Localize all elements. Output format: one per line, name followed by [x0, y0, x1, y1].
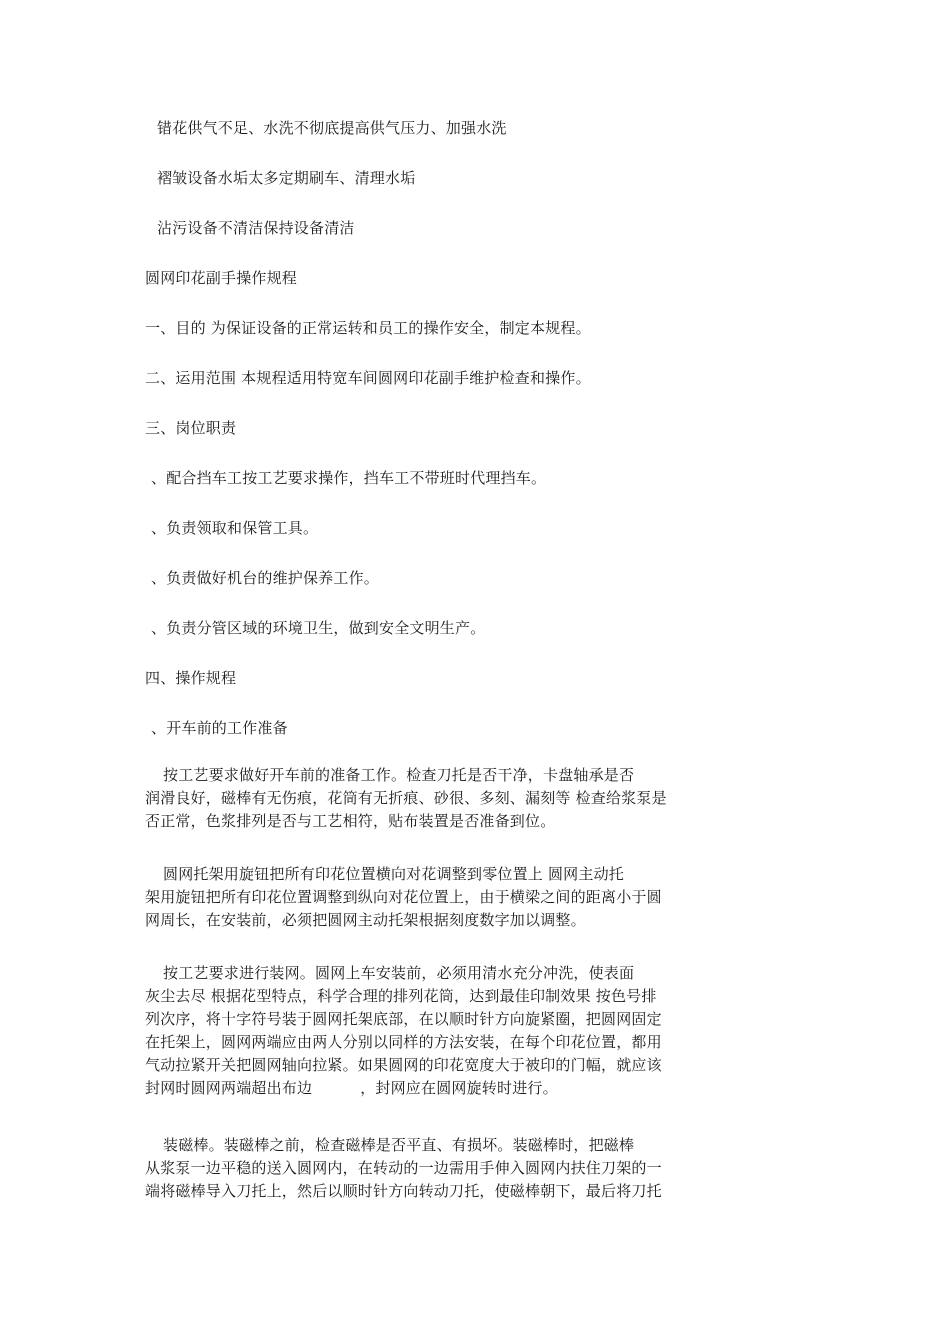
paragraph-line: 润滑良好，磁棒有无伤痕，花筒有无折痕、砂很、多刻、漏刻等 检查给浆泵是: [145, 789, 667, 807]
duty-item: 、配合挡车工按工艺要求操作，挡车工不带班时代理挡车。: [151, 469, 547, 487]
paragraph-line-part: 封网时圆网两端超出布边: [145, 1079, 313, 1097]
defect-line-wrinkle: 褶皱设备水垢太多定期刷车、清理水垢: [157, 169, 416, 187]
duty-item: 、负责做好机台的维护保养工作。: [151, 569, 380, 587]
paragraph-bracket-adjust: [145, 863, 725, 932]
paragraph-line: 端将磁棒导入刀托上，然后以顺时针方向转动刀托，使磁棒朝下，最后将刀托: [145, 1182, 662, 1200]
paragraph-line: 架用旋钮把所有印花位置调整到纵向对花位置上，由于横梁之间的距离小于圆: [145, 888, 662, 906]
section-purpose: 一、目的 为保证设备的正常运转和员工的操作安全，制定本规程。: [145, 319, 591, 337]
paragraph-line: 按工艺要求进行装网。圆网上车安装前，必须用清水充分冲洗，使表面: [163, 964, 635, 982]
paragraph-line: 圆网托架用旋钮把所有印花位置横向对花调整到零位置上 圆网主动托: [163, 865, 624, 883]
procedure-subheading: 、开车前的工作准备: [151, 719, 288, 737]
paragraph-line: 按工艺要求做好开车前的准备工作。检查刀托是否干净，卡盘轴承是否: [163, 766, 635, 784]
paragraph-line-part: ，封网应在圆网旋转时进行。: [360, 1079, 558, 1097]
paragraph-magnet-rod: [145, 1134, 725, 1203]
duty-item: 、负责分管区域的环境卫生，做到安全文明生产。: [151, 619, 486, 637]
defect-line-stain: 沾污设备不清洁保持设备清洁: [157, 219, 355, 237]
paragraph-line: 网周长，在安装前，必须把圆网主动托架根据刻度数字加以调整。: [145, 911, 586, 929]
paragraph-line: 灰尘去尽 根据花型特点，科学合理的排列花筒，达到最佳印制效果 按色号排: [145, 987, 657, 1005]
paragraph-line: 否正常，色浆排列是否与工艺相符，贴布装置是否准备到位。: [145, 812, 556, 830]
section-procedure-heading: 四、操作规程: [145, 669, 237, 687]
duty-item: 、负责领取和保管工具。: [151, 519, 319, 537]
paragraph-line: 列次序，将十字符号装于圆网托架底部，在以顺时针方向旋紧圈，把圆网固定: [145, 1010, 662, 1028]
paragraph-line: 在托架上，圆网两端应由两人分别以同样的方法安装，在每个印花位置，都用: [145, 1033, 662, 1051]
section-duties-heading: 三、岗位职责: [145, 419, 237, 437]
paragraph-line: [145, 1077, 725, 1100]
paragraph-line: 从浆泵一边平稳的送入圆网内，在转动的一边需用手伸入圆网内扶住刀架的一: [145, 1159, 662, 1177]
section-scope: 二、运用范围 本规程适用特宽车间圆网印花副手维护检查和操作。: [145, 369, 591, 387]
paragraph-line: 气动拉紧开关把圆网轴向拉紧。如果圆网的印花宽度大于被印的门幅，就应该: [145, 1056, 662, 1074]
paragraph-line: 装磁棒。装磁棒之前，检查磁棒是否平直、有损坏。装磁棒时，把磁棒: [163, 1136, 635, 1154]
document-title: 圆网印花副手操作规程: [145, 269, 298, 287]
paragraph-screen-mounting: [145, 962, 725, 1100]
paragraph-preparation: [145, 764, 725, 833]
defect-line-misprint: 错花供气不足、水洗不彻底提高供气压力、加强水洗: [157, 119, 507, 137]
